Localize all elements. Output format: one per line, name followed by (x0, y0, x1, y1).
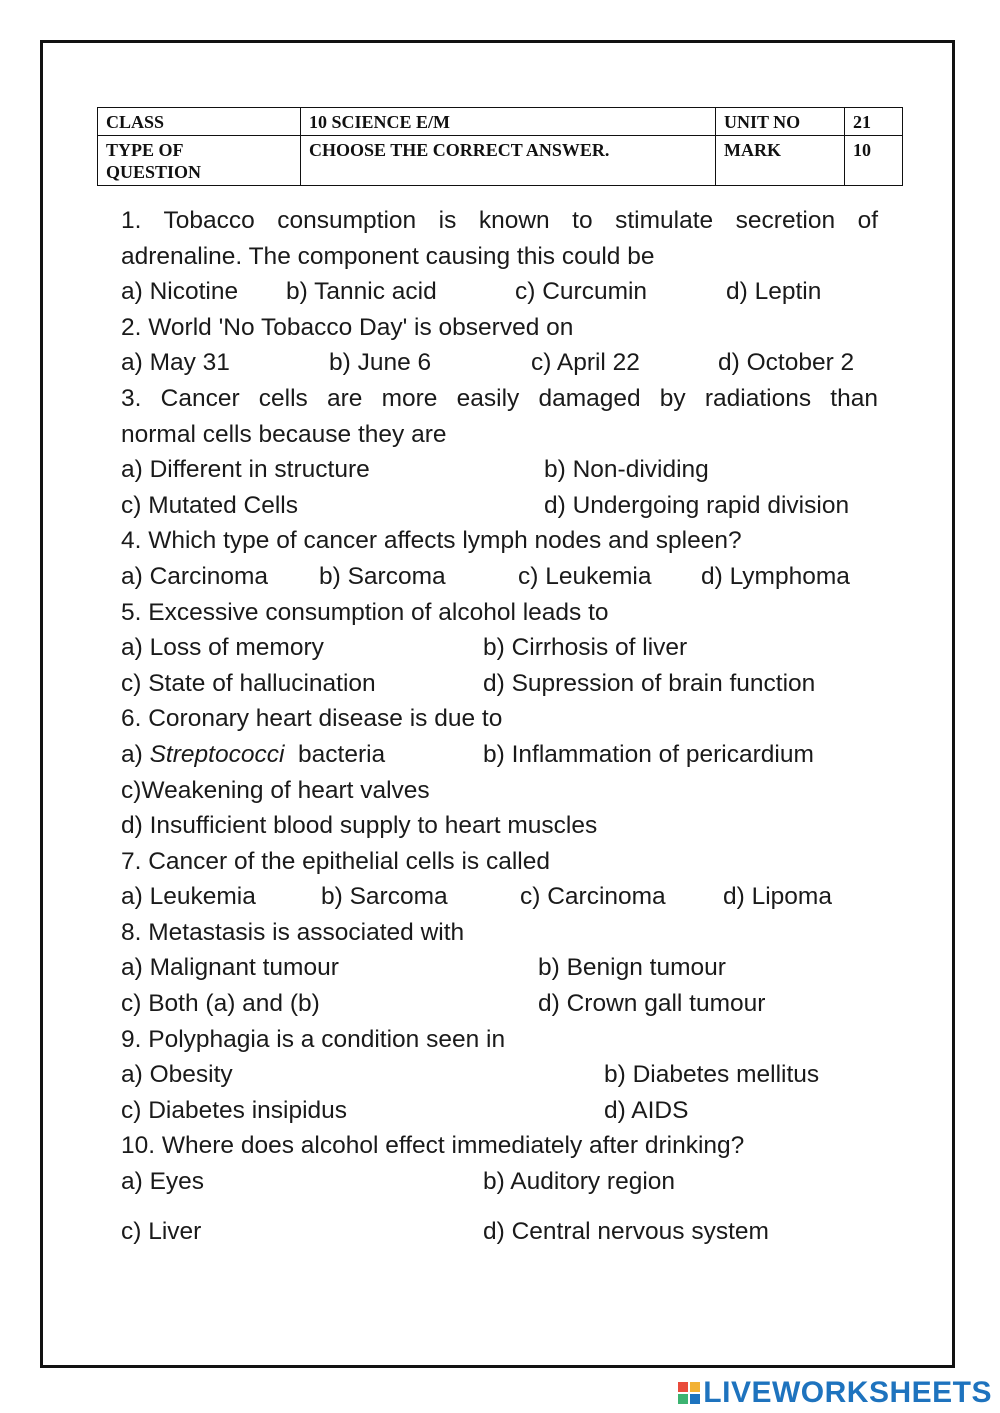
option-4d[interactable]: d) Lymphoma (701, 562, 850, 590)
question-4-text: 4. Which type of cancer affects lymph nodes and spleen? (121, 527, 742, 555)
question-1-text-cont: adrenaline. The component causing this could be (121, 242, 655, 270)
question-10-options-ab (121, 1164, 878, 1200)
question-3-options-cd (121, 488, 878, 524)
question-9-options-cd (121, 1093, 878, 1129)
option-3c[interactable]: c) Mutated Cells (121, 491, 299, 519)
logo-text: LIVEWORKSHEETS (703, 1376, 992, 1409)
question-1-options (121, 274, 878, 310)
option-9a[interactable]: a) Obesity (121, 1061, 233, 1089)
question-6-options-ab (121, 737, 878, 773)
type-label-line2: QUESTION (106, 162, 202, 182)
question-5-text: 5. Excessive consumption of alcohol leads to (121, 598, 609, 626)
question-9-options-ab (121, 1057, 878, 1093)
option-4b[interactable]: b) Sarcoma (319, 562, 446, 590)
question-10-options-cd (121, 1214, 878, 1250)
question-9-text: 9. Polyphagia is a condition seen in (121, 1025, 506, 1053)
option-6d[interactable]: d) Insufficient blood supply to heart muscles (121, 812, 598, 840)
logo-mark-square-2 (690, 1382, 700, 1392)
type-label-line1: TYPE OF (106, 140, 184, 160)
option-1d[interactable]: d) Leptin (726, 278, 822, 306)
option-3d[interactable]: d) Undergoing rapid division (544, 491, 850, 519)
option-6a-prefix: a) (121, 740, 150, 768)
option-7b[interactable]: b) Sarcoma (321, 883, 448, 911)
option-7d[interactable]: d) Lipoma (723, 883, 832, 911)
option-9c[interactable]: c) Diabetes insipidus (121, 1096, 348, 1124)
option-6b[interactable]: b) Inflammation of pericardium (483, 740, 814, 768)
option-2c[interactable]: c) April 22 (531, 349, 640, 377)
option-9b[interactable]: b) Diabetes mellitus (604, 1061, 820, 1089)
option-5a[interactable]: a) Loss of memory (121, 634, 324, 662)
option-7a[interactable]: a) Leukemia (121, 883, 256, 911)
logo-mark-square-4 (690, 1394, 700, 1404)
question-5-options-ab (121, 630, 878, 666)
info-row-type (98, 136, 903, 186)
option-3b[interactable]: b) Non-dividing (544, 456, 709, 484)
mark-label: MARK (716, 136, 845, 186)
question-10-text: 10. Where does alcohol effect immediately after drinking? (121, 1132, 745, 1160)
question-6-text: 6. Coronary heart disease is due to (121, 705, 503, 733)
option-10b[interactable]: b) Auditory region (483, 1168, 676, 1196)
logo-mark-icon (678, 1382, 700, 1404)
question-list (121, 203, 878, 1249)
option-8d[interactable]: d) Crown gall tumour (538, 990, 766, 1018)
question-8-options-ab (121, 950, 878, 986)
option-5b[interactable]: b) Cirrhosis of liver (483, 634, 688, 662)
unit-label: UNIT NO (716, 108, 845, 136)
option-2b[interactable]: b) June 6 (329, 349, 432, 377)
option-6a-genus: Streptococci (149, 740, 285, 768)
option-8c[interactable]: c) Both (a) and (b) (121, 990, 320, 1018)
option-5c[interactable]: c) State of hallucination (121, 669, 376, 697)
question-3-text: 3. Cancer cells are more easily damaged by radiations than (121, 384, 878, 412)
question-5-options-cd (121, 666, 878, 702)
option-2a[interactable]: a) May 31 (121, 349, 230, 377)
option-9d[interactable]: d) AIDS (604, 1096, 689, 1124)
option-4c[interactable]: c) Leukemia (518, 562, 652, 590)
question-4-options (121, 559, 878, 595)
question-2-text: 2. World 'No Tobacco Day' is observed on (121, 313, 574, 341)
info-table (97, 107, 903, 186)
info-row-class (98, 108, 903, 136)
option-6c[interactable]: c)Weakening of heart valves (121, 776, 430, 804)
question-3-options-ab (121, 452, 878, 488)
class-value: 10 SCIENCE E/M (301, 108, 716, 136)
option-5d[interactable]: d) Supression of brain function (483, 669, 816, 697)
question-1-text: 1. Tobacco consumption is known to stimulate secretion of (121, 207, 878, 234)
logo-mark-square-3 (678, 1394, 688, 1404)
question-8-options-cd (121, 986, 878, 1022)
question-3-text-cont: normal cells because they are (121, 420, 447, 448)
question-2-options (121, 345, 878, 381)
logo-mark-square-1 (678, 1382, 688, 1392)
liveworksheets-logo (678, 1376, 992, 1410)
type-label (98, 136, 301, 186)
option-8b[interactable]: b) Benign tumour (538, 954, 726, 982)
option-4a[interactable]: a) Carcinoma (121, 562, 269, 590)
question-8-text: 8. Metastasis is associated with (121, 918, 465, 946)
question-7-options (121, 879, 878, 915)
class-label: CLASS (98, 108, 301, 136)
option-6a[interactable] (121, 737, 385, 773)
option-3a[interactable]: a) Different in structure (121, 456, 370, 484)
unit-value: 21 (845, 108, 903, 136)
option-1c[interactable]: c) Curcumin (515, 278, 648, 306)
mark-value: 10 (845, 136, 903, 186)
option-1a[interactable]: a) Nicotine (121, 278, 239, 306)
option-7c[interactable]: c) Carcinoma (520, 883, 666, 911)
option-10d[interactable]: d) Central nervous system (483, 1217, 769, 1245)
type-value: CHOOSE THE CORRECT ANSWER. (301, 136, 716, 186)
option-10a[interactable]: a) Eyes (121, 1168, 205, 1196)
option-2d[interactable]: d) October 2 (718, 349, 855, 377)
question-7-text: 7. Cancer of the epithelial cells is called (121, 847, 550, 875)
option-6a-suffix: bacteria (284, 740, 386, 768)
option-10c[interactable]: c) Liver (121, 1217, 202, 1245)
option-8a[interactable]: a) Malignant tumour (121, 954, 339, 982)
option-1b[interactable]: b) Tannic acid (286, 278, 437, 306)
